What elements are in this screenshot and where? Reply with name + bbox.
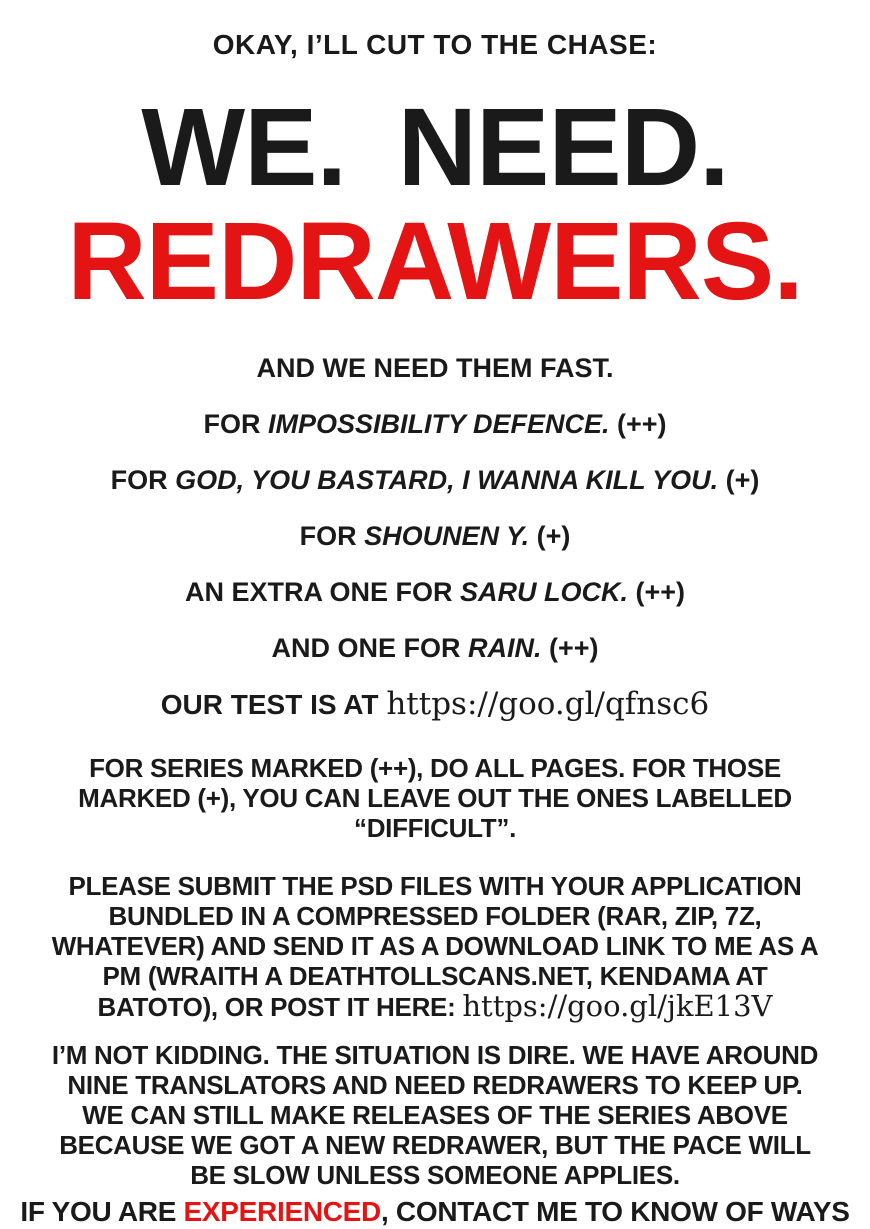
rules-line: MARKED (+), YOU CAN LEAVE OUT THE ONES LABELLED xyxy=(78,783,792,813)
series-title: GOD, YOU BASTARD, I WANNA KILL YOU. xyxy=(175,465,719,495)
urgency-line: I’M NOT KIDDING. THE SITUATION IS DIRE. WE HAVE AROUND xyxy=(51,1040,819,1070)
series-title: RAIN. xyxy=(467,633,542,663)
series-item-rain xyxy=(0,635,870,662)
urgency-line: WE CAN STILL MAKE RELEASES OF THE SERIES ABOVE xyxy=(82,1100,788,1130)
series-item-shounen-y xyxy=(0,523,870,550)
need-them-fast-line: AND WE NEED THEM FAST. xyxy=(256,353,614,383)
rules-line: FOR SERIES MARKED (++), DO ALL PAGES. FOR THOSE xyxy=(89,753,781,783)
submission-paragraph xyxy=(0,871,870,1022)
submission-post-label: BATOTO), OR POST IT HERE: xyxy=(97,992,463,1022)
urgency-line: BE SLOW UNLESS SOMEONE APPLIES. xyxy=(190,1160,680,1190)
test-label: OUR TEST IS AT xyxy=(160,689,387,720)
series-prefix: AN EXTRA ONE FOR xyxy=(184,577,460,607)
series-title: SARU LOCK. xyxy=(459,577,628,607)
series-marker: (++) xyxy=(609,409,667,439)
series-prefix: AND ONE FOR xyxy=(271,633,468,663)
series-title: SHOUNEN Y. xyxy=(364,521,530,551)
series-prefix: FOR xyxy=(110,465,176,495)
series-marker: (++) xyxy=(541,633,599,663)
series-marker: (+) xyxy=(718,465,760,495)
marked-rules-paragraph xyxy=(0,753,870,843)
footer-after: , CONTACT ME TO KNOW OF WAYS xyxy=(380,1196,850,1227)
footer-before: IF YOU ARE xyxy=(20,1196,184,1227)
series-title: IMPOSSIBILITY DEFENCE. xyxy=(267,409,610,439)
urgency-paragraph xyxy=(0,1040,870,1190)
submission-line: BUNDLED IN A COMPRESSED FOLDER (RAR, ZIP, 7Z, xyxy=(108,901,762,931)
series-item-impossibility-defence xyxy=(0,411,870,438)
submission-line: PM (WRAITH A DEATHTOLLSCANS.NET, KENDAMA AT xyxy=(102,961,768,991)
experienced-highlight: EXPERIENCED xyxy=(183,1196,381,1227)
series-item-saru-lock xyxy=(0,579,870,606)
headline-redrawers: REDRAWERS. xyxy=(67,200,803,323)
urgency-line: NINE TRANSLATORS AND NEED REDRAWERS TO KEEP UP. xyxy=(67,1070,803,1100)
series-prefix: FOR xyxy=(299,521,365,551)
submission-line: PLEASE SUBMIT THE PSD FILES WITH YOUR APPLICATION xyxy=(68,871,802,901)
series-marker: (++) xyxy=(627,577,686,607)
series-prefix: FOR xyxy=(203,409,268,439)
test-link-line xyxy=(0,688,870,721)
rules-line: “DIFFICULT”. xyxy=(354,813,516,843)
test-url-link[interactable]: https://goo.gl/qfnsc6 xyxy=(386,686,710,722)
series-item-god-you-bastard xyxy=(0,467,870,494)
intro-line: OKAY, I’LL CUT TO THE CHASE: xyxy=(212,29,658,60)
submission-line: WHATEVER) AND SEND IT AS A DOWNLOAD LINK TO ME AS A xyxy=(51,931,819,961)
experienced-contact-line xyxy=(0,1198,870,1226)
submission-line-with-link xyxy=(0,991,870,1022)
series-marker: (+) xyxy=(529,521,571,551)
urgency-line: BECAUSE WE GOT A NEW REDRAWER, BUT THE PACE WILL xyxy=(59,1130,811,1160)
headline-we-need: WE. NEED. xyxy=(141,86,729,209)
submission-url-link[interactable]: https://goo.gl/jkE13V xyxy=(462,989,773,1023)
